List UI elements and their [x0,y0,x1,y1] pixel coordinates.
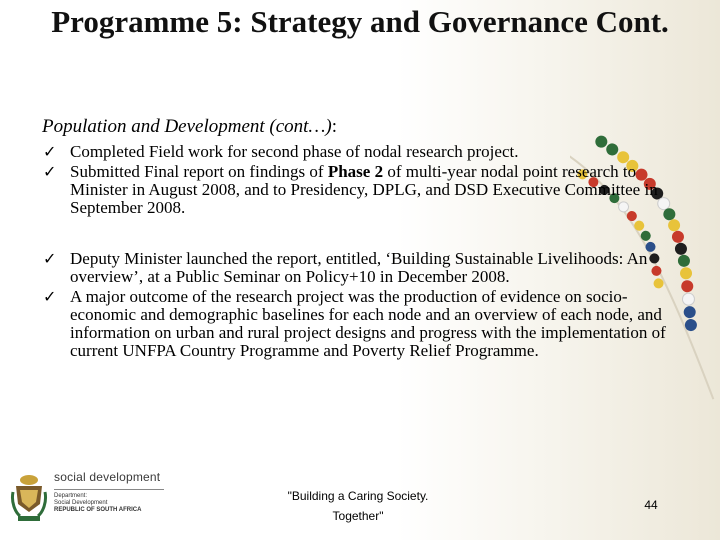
list-item [42,250,682,286]
coat-of-arms-icon [10,472,48,526]
bullet-text: A major outcome of the research project was the production of evidence on socio-economic and demographic baselines for each node and an overview of each node, and information on urban and rural project designs and progress with the implementation of current UNFPA Country Programme and Poverty Relief Programme. [70,287,666,360]
department-logo [6,462,166,534]
footer-slogan [270,486,446,526]
bullet-list [42,143,682,362]
slogan-line: "Building a Caring Society. [287,489,429,503]
checkmark-icon: ✓ [43,142,57,161]
logo-country: REPUBLIC OF SOUTH AFRICA [54,507,142,513]
section-subtitle-colon: : [331,116,337,137]
bullet-text: Deputy Minister launched the report, entitled, ‘Building Sustainable Livelihoods: An overview’, at a Public Seminar on Policy+10 in December 2008. [70,249,648,286]
page-number: 44 [644,498,658,512]
logo-divider [54,489,164,490]
logo-line: Department: [54,493,88,499]
bullet-text: Completed Field work for second phase of nodal research project. [70,142,519,161]
logo-department [54,493,141,514]
checkmark-icon: ✓ [43,287,57,306]
list-item [42,288,682,360]
bullet-text-before: Submitted Final report on findings of [70,162,328,181]
list-item [42,143,682,161]
section-subtitle [42,116,337,138]
list-item [42,163,682,217]
logo-name: social development [54,470,161,484]
logo-line: Social Development [54,500,108,506]
section-subtitle-text: Population and Development (cont…) [42,116,332,137]
slogan-line: Together" [332,509,384,523]
checkmark-icon: ✓ [43,249,57,268]
checkmark-icon: ✓ [43,162,57,181]
slide-title: Programme 5: Strategy and Governance Cont. [51,4,669,39]
bullet-text-bold: Phase 2 [327,162,384,181]
bullet-text-after: of multi-year nodal point research to Minister in August 2008, and to Presidency, DPLG, and DSD Executive Committee in September 2008. [70,162,658,217]
